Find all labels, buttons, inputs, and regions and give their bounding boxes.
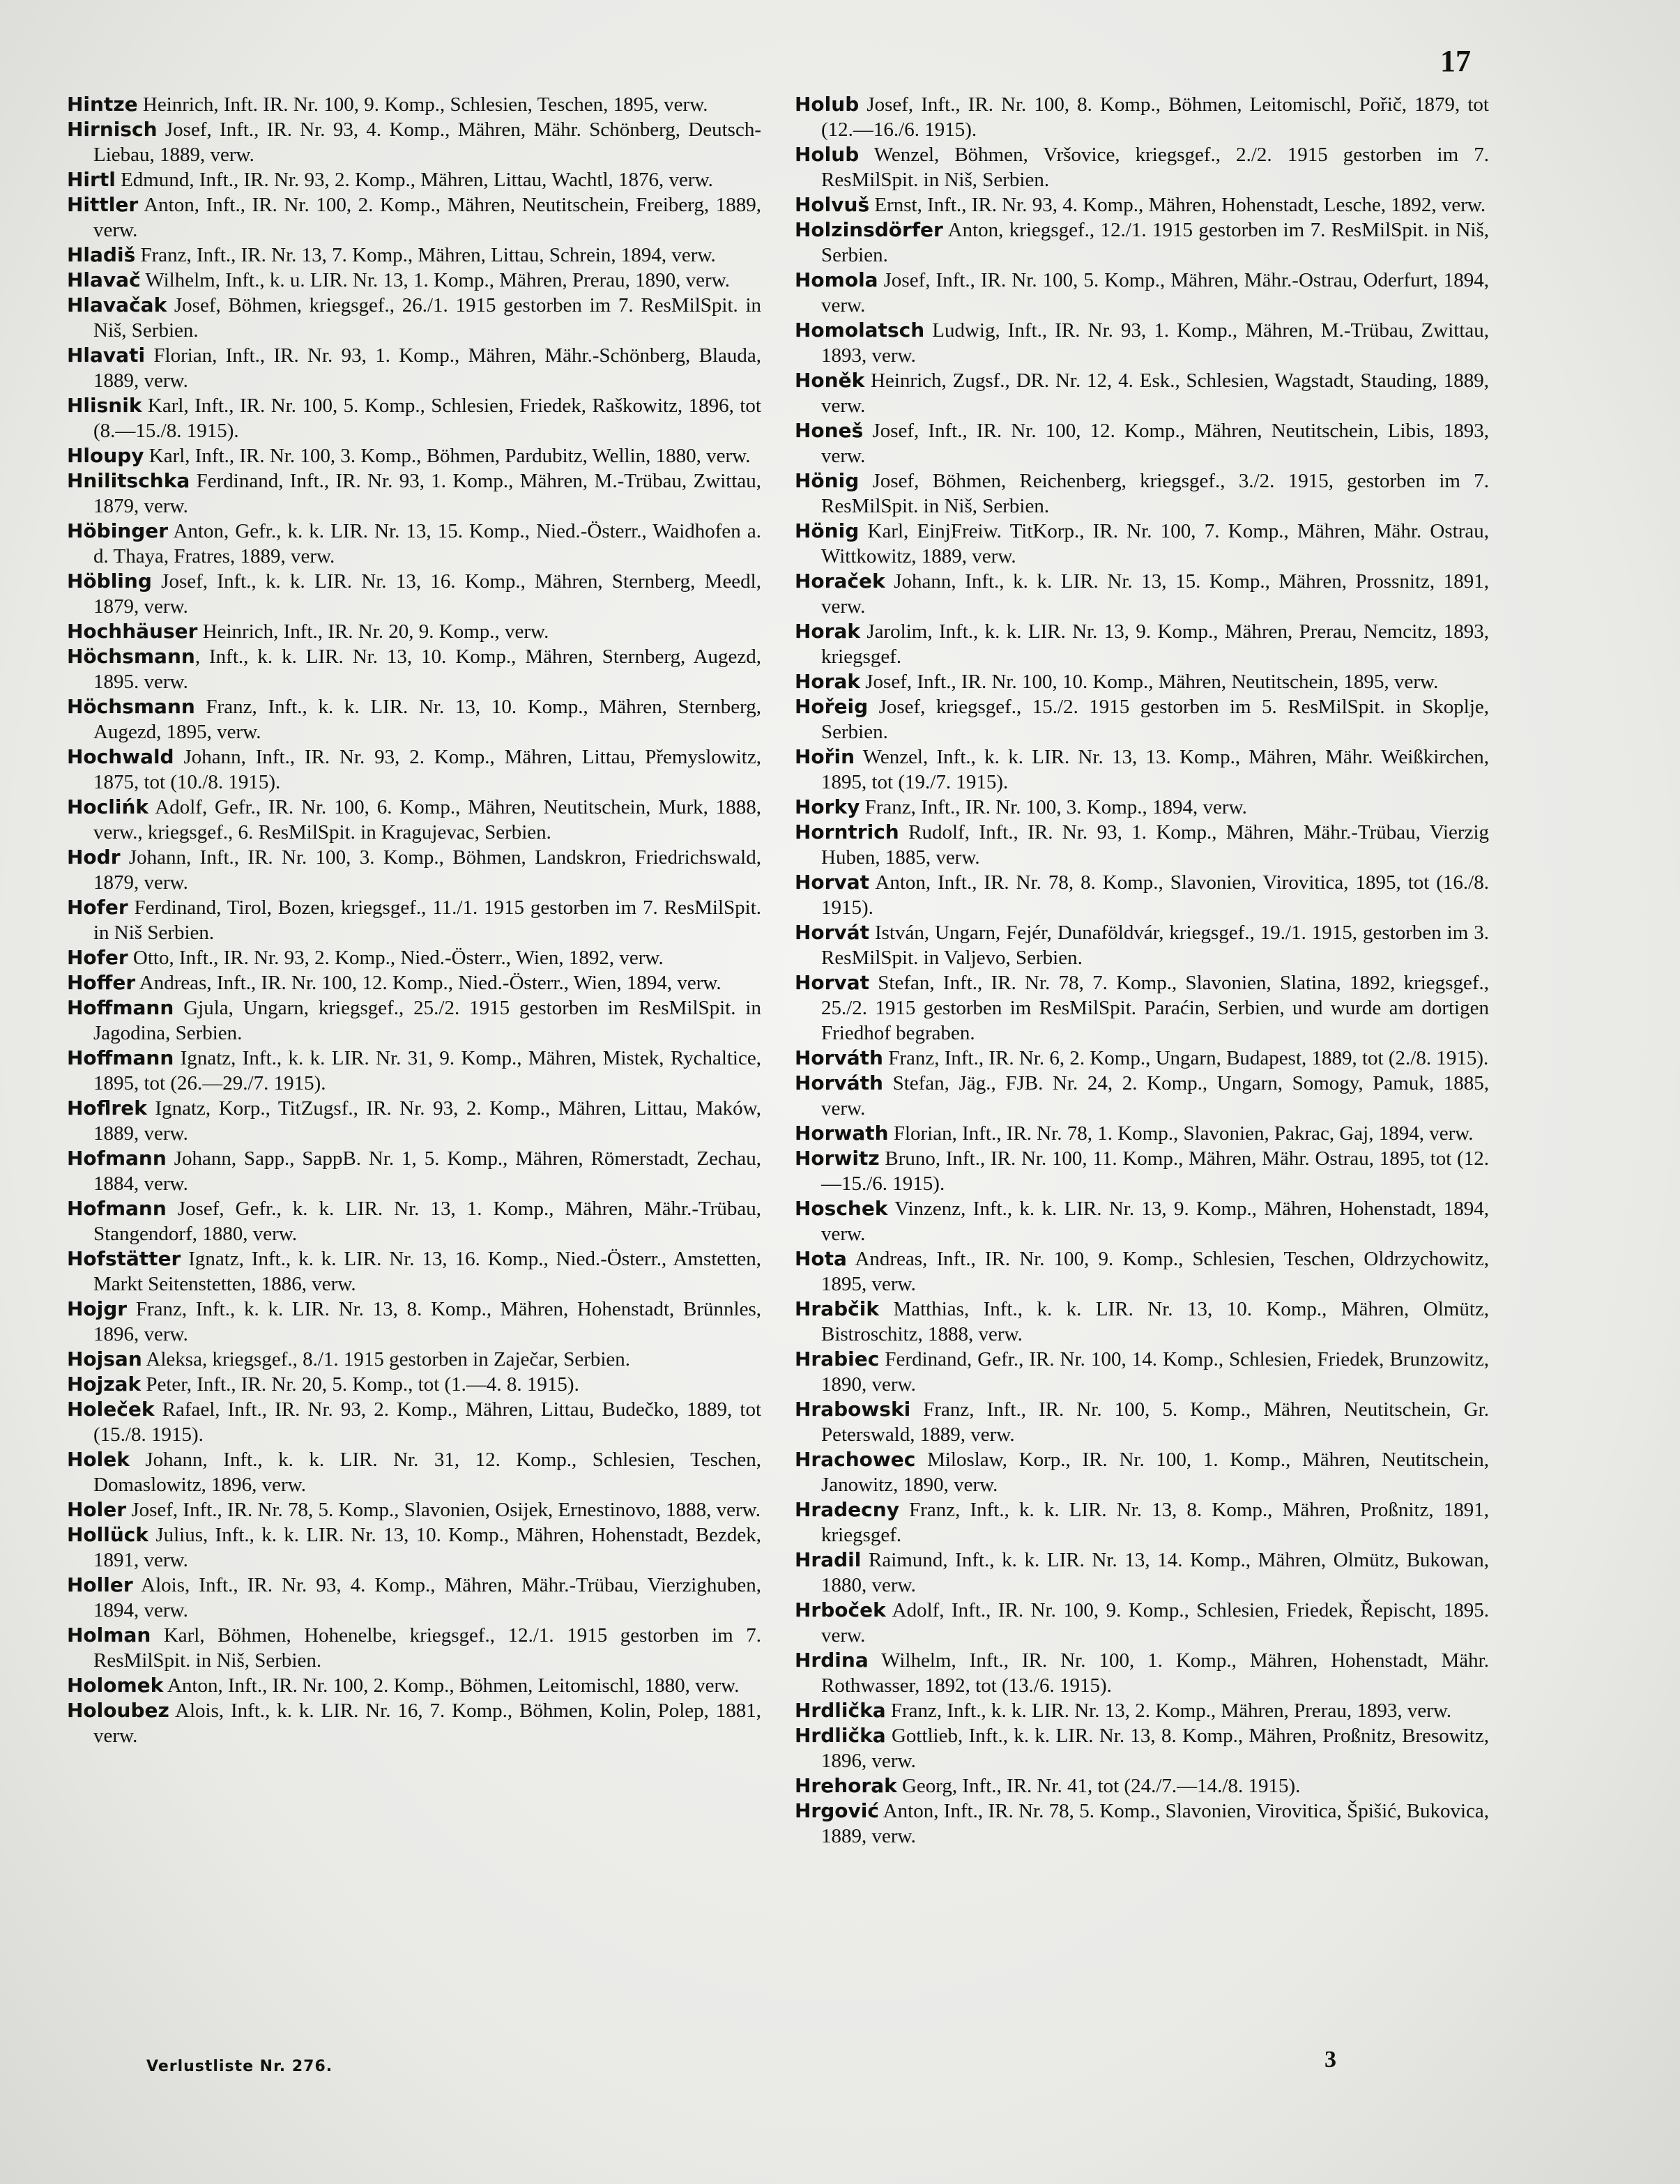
entry-details: Georg, Inft., IR. Nr. 41, tot (24./7.—14./8. 1915).	[896, 1775, 1301, 1797]
entry-details: Otto, Inft., IR. Nr. 93, 2. Komp., Nied.-Österr., Wien, 1892, verw.	[128, 947, 664, 969]
entry-surname: Horvát	[795, 921, 870, 944]
casualty-entry	[67, 117, 761, 167]
casualty-entry	[67, 243, 761, 268]
entry-surname: Hořeig	[795, 695, 869, 718]
entry-details: Stefan, Jäg., FJB. Nr. 24, 2. Komp., Ungarn, Somogy, Pamuk, 1885, verw.	[821, 1072, 1489, 1120]
entry-details: Gjula, Ungarn, kriegsgef., 25./2. 1915 gestorben im ResMilSpit. in Jagodina, Serbien.	[93, 997, 761, 1044]
entry-details: Josef, Böhmen, Reichenberg, kriegsgef., 3./2. 1915, gestorben im 7. ResMilSpit. in Niš, Serbien.	[821, 470, 1489, 517]
entry-surname: Hrabiec	[795, 1347, 880, 1370]
entry-details: Ignatz, Inft., k. k. LIR. Nr. 13, 16. Komp., Nied.-Österr., Amstetten, Markt Seitenstetten, 1886, verw.	[93, 1248, 761, 1295]
entry-surname: Hittler	[67, 193, 139, 216]
entry-surname: Hradil	[795, 1548, 862, 1571]
entry-details: Josef, Gefr., k. k. LIR. Nr. 13, 1. Komp., Mähren, Mähr.-Trübau, Stangendorf, 1880, verw.	[93, 1198, 761, 1245]
entry-surname: Hodr	[67, 846, 121, 869]
entry-surname: Horvat	[795, 871, 870, 894]
entry-details: Johann, Sapp., SappB. Nr. 1, 5. Komp., Mähren, Römerstadt, Zechau, 1884, verw.	[93, 1147, 761, 1195]
casualty-entry	[67, 92, 761, 117]
entry-surname: Holeček	[67, 1398, 155, 1421]
entry-details: Ferdinand, Tirol, Bozen, kriegsgef., 11./1. 1915 gestorben im 7. ResMilSpit. in Niš Serbien.	[93, 896, 761, 944]
entry-details: Franz, Inft., IR. Nr. 100, 3. Komp., 1894, verw.	[860, 796, 1247, 818]
entry-surname: Holvuš	[795, 193, 870, 216]
entry-surname: Hojzak	[67, 1373, 142, 1396]
casualty-entry	[67, 1372, 761, 1397]
casualty-entry	[67, 1196, 761, 1246]
casualty-entry	[795, 217, 1489, 268]
casualty-entry	[795, 1648, 1489, 1698]
entry-details: Karl, Inft., IR. Nr. 100, 5. Komp., Schlesien, Friedek, Raškowitz, 1896, tot (8.—15./8. 1915).	[93, 395, 761, 442]
entry-surname: Hladiš	[67, 243, 136, 266]
entry-details: Julius, Inft., k. k. LIR. Nr. 13, 10. Komp., Mähren, Hohenstadt, Bezdek, 1891, verw.	[93, 1524, 761, 1571]
casualty-entry	[67, 443, 761, 468]
entry-details: Johann, Inft., IR. Nr. 93, 2. Komp., Mähren, Littau, Přemyslowitz, 1875, tot (10./8. 1915).	[93, 746, 761, 793]
entry-surname: Horky	[795, 795, 860, 818]
casualty-entry	[795, 1497, 1489, 1548]
casualty-entry	[67, 569, 761, 619]
entry-details: Edmund, Inft., IR. Nr. 93, 2. Komp., Mähren, Littau, Wachtl, 1876, verw.	[115, 169, 713, 191]
casualty-entry	[795, 92, 1489, 142]
casualty-entry	[795, 1598, 1489, 1648]
entry-details: Josef, Inft., IR. Nr. 100, 5. Komp., Mähren, Mähr.-Ostrau, Oderfurt, 1894, verw.	[821, 269, 1489, 316]
entry-surname: Hrgović	[795, 1799, 879, 1822]
entry-details: Franz, Inft., k. k. LIR. Nr. 13, 2. Komp., Mähren, Prerau, 1893, verw.	[885, 1700, 1452, 1722]
entry-details: Aleksa, kriegsgef., 8./1. 1915 gestorben in Zaječar, Serbien.	[142, 1348, 631, 1370]
casualty-entry	[67, 644, 761, 694]
entry-surname: Hintze	[67, 93, 138, 116]
casualty-entry	[795, 1246, 1489, 1297]
entry-details: Bruno, Inft., IR. Nr. 100, 11. Komp., Mähren, Mähr. Ostrau, 1895, tot (12.—15./6. 1915).	[821, 1147, 1489, 1195]
entry-details: Anton, kriegsgef., 12./1. 1915 gestorben im 7. ResMilSpit. in Niš, Serbien.	[821, 219, 1489, 266]
entry-details: Peter, Inft., IR. Nr. 20, 5. Komp., tot (1.—4. 8. 1915).	[141, 1373, 579, 1396]
casualty-entry	[67, 1096, 761, 1146]
entry-details: Ferdinand, Inft., IR. Nr. 93, 1. Komp., Mähren, M.-Trübau, Zwittau, 1879, verw.	[93, 470, 761, 517]
entry-details: Anton, Inft., IR. Nr. 78, 5. Komp., Slavonien, Virovitica, Špišić, Bukovica, 1889, verw.	[821, 1800, 1489, 1847]
entry-details: Wenzel, Böhmen, Vršovice, kriegsgef., 2./2. 1915 gestorben im 7. ResMilSpit. in Niš, Serbien.	[821, 144, 1489, 191]
casualty-entry	[795, 1698, 1489, 1723]
entry-surname: Horváth	[795, 1071, 883, 1094]
casualty-entry	[67, 1246, 761, 1297]
entry-surname: Honeš	[795, 419, 864, 442]
footer-list-number: Verlustliste Nr. 276.	[146, 2058, 333, 2075]
entry-surname: Hrboček	[795, 1598, 886, 1621]
entry-surname: Hochhäuser	[67, 620, 198, 643]
entry-surname: Holoubez	[67, 1699, 169, 1722]
casualty-entry	[795, 1347, 1489, 1397]
casualty-entry	[795, 744, 1489, 795]
entry-surname: Hoflrek	[67, 1097, 147, 1120]
entry-details: Adolf, Gefr., IR. Nr. 100, 6. Komp., Mähren, Neutitschein, Murk, 1888, verw., kriegsgef., 6. ResMilSpit. in Kragujevac, Serbien.	[93, 796, 761, 843]
entry-details: Karl, Inft., IR. Nr. 100, 3. Komp., Böhmen, Pardubitz, Wellin, 1880, verw.	[144, 445, 751, 467]
entry-surname: Hönig	[795, 519, 860, 542]
entry-details: Franz, Inft., k. k. LIR. Nr. 13, 8. Komp., Mähren, Proßnitz, 1891, kriegsgef.	[821, 1499, 1489, 1546]
casualty-entry	[795, 795, 1489, 820]
entry-details: Andreas, Inft., IR. Nr. 100, 9. Komp., Schlesien, Teschen, Oldrzychowitz, 1895, verw.	[821, 1248, 1489, 1295]
entry-details: Alois, Inft., IR. Nr. 93, 4. Komp., Mähren, Mähr.-Trübau, Vierzighuben, 1894, verw.	[93, 1574, 761, 1621]
entry-details: Wenzel, Inft., k. k. LIR. Nr. 13, 13. Komp., Mähren, Mähr. Weißkirchen, 1895, tot (19./7. 1915).	[821, 746, 1489, 793]
entry-details: Rafael, Inft., IR. Nr. 93, 2. Komp., Mähren, Littau, Budečko, 1889, tot (15./8. 1915).	[93, 1398, 761, 1446]
entry-details: Ludwig, Inft., IR. Nr. 93, 1. Komp., Mähren, M.-Trübau, Zwittau, 1893, verw.	[821, 319, 1489, 367]
entry-details: Anton, Gefr., k. k. LIR. Nr. 13, 15. Komp., Nied.-Österr., Waidhofen a. d. Thaya, Fratres, 1889, verw.	[93, 520, 761, 567]
casualty-entry	[67, 895, 761, 945]
entry-details: Jarolim, Inft., k. k. LIR. Nr. 13, 9. Komp., Mähren, Prerau, Nemcitz, 1893, kriegsgef.	[821, 620, 1489, 668]
entry-details: Franz, Inft., IR. Nr. 6, 2. Komp., Ungarn, Budapest, 1889, tot (2./8. 1915).	[883, 1047, 1489, 1069]
entry-surname: Hojgr	[67, 1297, 128, 1320]
entry-surname: Hrabowski	[795, 1398, 911, 1421]
entry-details: Andreas, Inft., IR. Nr. 100, 12. Komp., Nied.-Österr., Wien, 1894, verw.	[135, 972, 721, 994]
entry-details: Heinrich, Zugsf., DR. Nr. 12, 4. Esk., Schlesien, Wagstadt, Stauding, 1889, verw.	[821, 369, 1489, 417]
entry-surname: Hlavačak	[67, 293, 167, 316]
casualty-entry	[67, 1347, 761, 1372]
entry-surname: Holzinsdörfer	[795, 218, 943, 241]
casualty-entry	[795, 1799, 1489, 1849]
entry-details: Anton, Inft., IR. Nr. 100, 2. Komp., Böhmen, Leitomischl, 1880, verw.	[163, 1674, 740, 1697]
entry-details: Rudolf, Inft., IR. Nr. 93, 1. Komp., Mähren, Mähr.-Trübau, Vierzig Huben, 1885, verw.	[821, 821, 1489, 869]
entry-details: Florian, Inft., IR. Nr. 93, 1. Komp., Mähren, Mähr.-Schönberg, Blauda, 1889, verw.	[93, 344, 761, 392]
entry-surname: Hrdina	[795, 1649, 869, 1672]
entry-details: Franz, Inft., k. k. LIR. Nr. 13, 10. Komp., Mähren, Sternberg, Augezd, 1895, verw.	[93, 696, 761, 743]
entry-surname: Horváth	[795, 1046, 883, 1069]
entry-details: Josef, Inft., k. k. LIR. Nr. 13, 16. Komp., Mähren, Sternberg, Meedl, 1879, verw.	[93, 570, 761, 618]
casualty-entry	[67, 192, 761, 243]
casualty-entry	[795, 1146, 1489, 1196]
casualty-entry	[67, 619, 761, 644]
entry-details: Miloslaw, Korp., IR. Nr. 100, 1. Komp., Mähren, Neutitschein, Janowitz, 1890, verw.	[821, 1449, 1489, 1496]
casualty-entry	[67, 1146, 761, 1196]
casualty-entry	[67, 1573, 761, 1623]
entry-details: Josef, Inft., IR. Nr. 100, 8. Komp., Böhmen, Leitomischl, Pořič, 1879, tot (12.—16./6. 1915).	[821, 93, 1489, 141]
casualty-entry	[795, 468, 1489, 519]
entry-surname: Hofer	[67, 946, 128, 969]
entry-surname: Horwath	[795, 1122, 889, 1145]
entry-surname: Hoschek	[795, 1197, 888, 1220]
entry-surname: Hrdlička	[795, 1724, 886, 1747]
entry-details: , Inft., k. k. LIR. Nr. 13, 10. Komp., Mähren, Sternberg, Augezd, 1895. verw.	[93, 646, 761, 693]
entry-surname: Hofmann	[67, 1147, 167, 1170]
entry-details: Josef, Inft., IR. Nr. 78, 5. Komp., Slavonien, Osijek, Ernestinovo, 1888, verw.	[126, 1499, 761, 1521]
entry-surname: Hloupy	[67, 444, 144, 467]
entry-details: Franz, Inft., IR. Nr. 100, 5. Komp., Mähren, Neutitschein, Gr. Peterswald, 1889, verw.	[821, 1398, 1489, 1446]
casualty-entry	[795, 318, 1489, 368]
entry-surname: Hoclińk	[67, 795, 149, 818]
entry-details: Gottlieb, Inft., k. k. LIR. Nr. 13, 8. Komp., Mähren, Proßnitz, Bresowitz, 1896, verw.	[821, 1725, 1489, 1772]
entry-surname: Hirnisch	[67, 118, 158, 141]
casualty-entry	[795, 669, 1489, 694]
entry-details: Anton, Inft., IR. Nr. 100, 2. Komp., Mähren, Neutitschein, Freiberg, 1889, verw.	[93, 194, 761, 241]
casualty-entry	[795, 1723, 1489, 1773]
casualty-entry	[795, 920, 1489, 970]
entry-details: Ferdinand, Gefr., IR. Nr. 100, 14. Komp., Schlesien, Friedek, Brunzowitz, 1890, verw.	[821, 1348, 1489, 1396]
casualty-entry	[67, 1698, 761, 1748]
casualty-entry	[67, 945, 761, 970]
entry-surname: Horaček	[795, 570, 885, 593]
entry-surname: Hochwald	[67, 745, 174, 768]
casualty-entry	[67, 268, 761, 293]
entry-details: Josef, Böhmen, kriegsgef., 26./1. 1915 gestorben im 7. ResMilSpit. in Niš, Serbien.	[93, 294, 761, 342]
casualty-entry	[795, 820, 1489, 870]
entry-surname: Hlavati	[67, 344, 146, 367]
entry-details: Johann, Inft., k. k. LIR. Nr. 31, 12. Komp., Schlesien, Teschen, Domaslowitz, 1896, verw.	[93, 1449, 761, 1496]
entry-surname: Hlavač	[67, 268, 141, 291]
entry-surname: Horak	[795, 620, 860, 643]
entry-surname: Hirtl	[67, 168, 116, 191]
entry-surname: Hoffmann	[67, 996, 174, 1019]
entry-surname: Hnilitschka	[67, 469, 190, 492]
casualty-entry	[795, 569, 1489, 619]
entry-details: Josef, Inft., IR. Nr. 93, 4. Komp., Mähren, Mähr. Schönberg, Deutsch-Liebau, 1889, verw.	[93, 119, 761, 166]
casualty-entry	[795, 519, 1489, 569]
right-column	[795, 92, 1489, 2100]
casualty-entry	[67, 343, 761, 393]
entry-surname: Hoffmann	[67, 1046, 174, 1069]
entry-details: Ignatz, Inft., k. k. LIR. Nr. 31, 9. Komp., Mähren, Mistek, Rychaltice, 1895, tot (26.—29./7. 1915).	[93, 1047, 761, 1094]
entry-surname: Holek	[67, 1448, 130, 1471]
casualty-entry	[795, 694, 1489, 744]
casualty-entry	[67, 1497, 761, 1522]
casualty-entry	[67, 519, 761, 569]
casualty-entry	[67, 694, 761, 744]
footer-sheet-number: 3	[1324, 2047, 1336, 2072]
casualty-entry	[795, 1297, 1489, 1347]
entry-surname: Hollück	[67, 1523, 149, 1546]
entry-details: Matthias, Inft., k. k. LIR. Nr. 13, 10. Komp., Mähren, Olmütz, Bistroschitz, 1888, verw.	[821, 1298, 1489, 1345]
casualty-entry	[795, 1196, 1489, 1246]
casualty-entry	[795, 268, 1489, 318]
entry-details: Alois, Inft., k. k. LIR. Nr. 16, 7. Komp., Böhmen, Kolin, Polep, 1881, verw.	[93, 1700, 761, 1747]
casualty-entry	[795, 870, 1489, 920]
entry-details: Johann, Inft., IR. Nr. 100, 3. Komp., Böhmen, Landskron, Friedrichswald, 1879, verw.	[93, 846, 761, 894]
casualty-entry	[67, 167, 761, 192]
entry-details: Florian, Inft., IR. Nr. 78, 1. Komp., Slavonien, Pakrac, Gaj, 1894, verw.	[888, 1122, 1474, 1145]
casualty-entry	[67, 970, 761, 995]
entry-surname: Horwitz	[795, 1147, 880, 1170]
entry-details: Ernst, Inft., IR. Nr. 93, 4. Komp., Mähren, Hohenstadt, Lesche, 1892, verw.	[869, 194, 1486, 216]
casualty-entry	[67, 995, 761, 1046]
entry-surname: Holman	[67, 1624, 151, 1647]
entry-surname: Höchsmann	[67, 695, 195, 718]
casualty-entry	[795, 1071, 1489, 1121]
entry-details: Ignatz, Korp., TitZugsf., IR. Nr. 93, 2. Komp., Mähren, Littau, Maków, 1889, verw.	[93, 1097, 761, 1145]
casualty-entry	[795, 619, 1489, 669]
entry-surname: Hofstätter	[67, 1247, 181, 1270]
casualty-entry	[67, 845, 761, 895]
entry-surname: Höchsmann	[67, 645, 195, 668]
entry-details: Anton, Inft., IR. Nr. 78, 8. Komp., Slavonien, Virovitica, 1895, tot (16./8. 1915).	[821, 871, 1489, 919]
entry-details: Karl, EinjFreiw. TitKorp., IR. Nr. 100, 7. Komp., Mähren, Mähr. Ostrau, Wittkowitz, 1889, verw.	[821, 520, 1489, 567]
entry-columns	[67, 92, 1489, 2100]
entry-surname: Hrachowec	[795, 1448, 916, 1471]
entry-surname: Homolatsch	[795, 319, 925, 342]
casualty-entry	[795, 192, 1489, 217]
entry-details: Franz, Inft., IR. Nr. 13, 7. Komp., Mähren, Littau, Schrein, 1894, verw.	[135, 244, 716, 266]
entry-surname: Höbling	[67, 570, 152, 593]
entry-surname: Honěk	[795, 369, 865, 392]
casualty-entry	[67, 468, 761, 519]
casualty-entry	[67, 1397, 761, 1447]
entry-surname: Hrabčik	[795, 1297, 879, 1320]
entry-surname: Hofer	[67, 896, 128, 919]
entry-surname: Hradecny	[795, 1498, 899, 1521]
entry-details: Raimund, Inft., k. k. LIR. Nr. 13, 14. Komp., Mähren, Olmütz, Bukowan, 1880, verw.	[821, 1549, 1489, 1596]
entry-details: Wilhelm, Inft., IR. Nr. 100, 1. Komp., Mähren, Hohenstadt, Mähr. Rothwasser, 1892, tot (13./6. 1915).	[821, 1649, 1489, 1697]
casualty-entry	[67, 1522, 761, 1573]
entry-surname: Holomek	[67, 1674, 164, 1697]
entry-details: Karl, Böhmen, Hohenelbe, kriegsgef., 12./1. 1915 gestorben im 7. ResMilSpit. in Niš, Serbien.	[93, 1624, 761, 1672]
entry-surname: Hořin	[795, 745, 855, 768]
entry-surname: Horntrich	[795, 820, 899, 843]
entry-surname: Holub	[795, 93, 860, 116]
entry-details: Josef, kriegsgef., 15./2. 1915 gestorben im 5. ResMilSpit. in Skoplje, Serbien.	[821, 696, 1489, 743]
entry-surname: Hlisnik	[67, 394, 142, 417]
casualty-entry	[67, 744, 761, 795]
entry-details: Heinrich, Inft., IR. Nr. 20, 9. Komp., verw.	[197, 620, 549, 643]
casualty-entry	[795, 418, 1489, 468]
casualty-entry	[795, 1397, 1489, 1447]
casualty-entry	[67, 1297, 761, 1347]
entry-details: Vinzenz, Inft., k. k. LIR. Nr. 13, 9. Komp., Mähren, Hohenstadt, 1894, verw.	[821, 1198, 1489, 1245]
entry-surname: Holler	[67, 1573, 133, 1596]
entry-surname: Hrdlička	[795, 1699, 886, 1722]
casualty-entry	[795, 1447, 1489, 1497]
entry-details: Johann, Inft., k. k. LIR. Nr. 13, 15. Komp., Mähren, Prossnitz, 1891, verw.	[821, 570, 1489, 618]
casualty-entry	[67, 1447, 761, 1497]
entry-surname: Holer	[67, 1498, 127, 1521]
entry-surname: Hofmann	[67, 1197, 167, 1220]
entry-surname: Holub	[795, 143, 860, 166]
casualty-entry	[67, 1673, 761, 1698]
entry-surname: Hönig	[795, 469, 860, 492]
casualty-entry	[795, 368, 1489, 418]
casualty-entry	[67, 1623, 761, 1673]
entry-surname: Homola	[795, 268, 878, 291]
casualty-entry	[795, 970, 1489, 1046]
entry-details: Josef, Inft., IR. Nr. 100, 10. Komp., Mähren, Neutitschein, 1895, verw.	[860, 671, 1439, 693]
entry-surname: Hota	[795, 1247, 847, 1270]
casualty-entry	[67, 795, 761, 845]
casualty-entry	[795, 1121, 1489, 1146]
casualty-entry	[67, 393, 761, 443]
entry-details: Adolf, Inft., IR. Nr. 100, 9. Komp., Schlesien, Friedek, Řepischt, 1895. verw.	[821, 1599, 1489, 1647]
entry-details: Heinrich, Inft. IR. Nr. 100, 9. Komp., Schlesien, Teschen, 1895, verw.	[137, 93, 708, 116]
entry-surname: Horvat	[795, 971, 870, 994]
entry-details: Stefan, Inft., IR. Nr. 78, 7. Komp., Slavonien, Slatina, 1892, kriegsgef., 25./2. 1915 gestorben im ResMilSpit. Paraćin, Serbien, und wurde am dortigen Friedhof begraben.	[821, 972, 1489, 1044]
entry-details: Josef, Inft., IR. Nr. 100, 12. Komp., Mähren, Neutitschein, Libis, 1893, verw.	[821, 420, 1489, 467]
casualty-entry	[795, 1046, 1489, 1071]
entry-surname: Hojsan	[67, 1347, 142, 1370]
casualty-entry	[795, 1548, 1489, 1598]
casualty-entry	[795, 1773, 1489, 1799]
entry-details: István, Ungarn, Fejér, Dunaföldvár, kriegsgef., 19./1. 1915, gestorben im 3. ResMilSpit. in Valjevo, Serbien.	[821, 922, 1489, 969]
page-number: 17	[1440, 44, 1471, 78]
casualty-entry	[67, 1046, 761, 1096]
entry-surname: Höbinger	[67, 519, 169, 542]
entry-surname: Hoffer	[67, 971, 136, 994]
entry-surname: Horak	[795, 670, 860, 693]
entry-details: Franz, Inft., k. k. LIR. Nr. 13, 8. Komp., Mähren, Hohenstadt, Brünnles, 1896, verw.	[93, 1298, 761, 1345]
casualty-entry	[67, 293, 761, 343]
left-column	[67, 92, 761, 2100]
casualty-entry	[795, 142, 1489, 192]
entry-surname: Hrehorak	[795, 1774, 897, 1797]
entry-details: Wilhelm, Inft., k. u. LIR. Nr. 13, 1. Komp., Mähren, Prerau, 1890, verw.	[140, 269, 731, 291]
